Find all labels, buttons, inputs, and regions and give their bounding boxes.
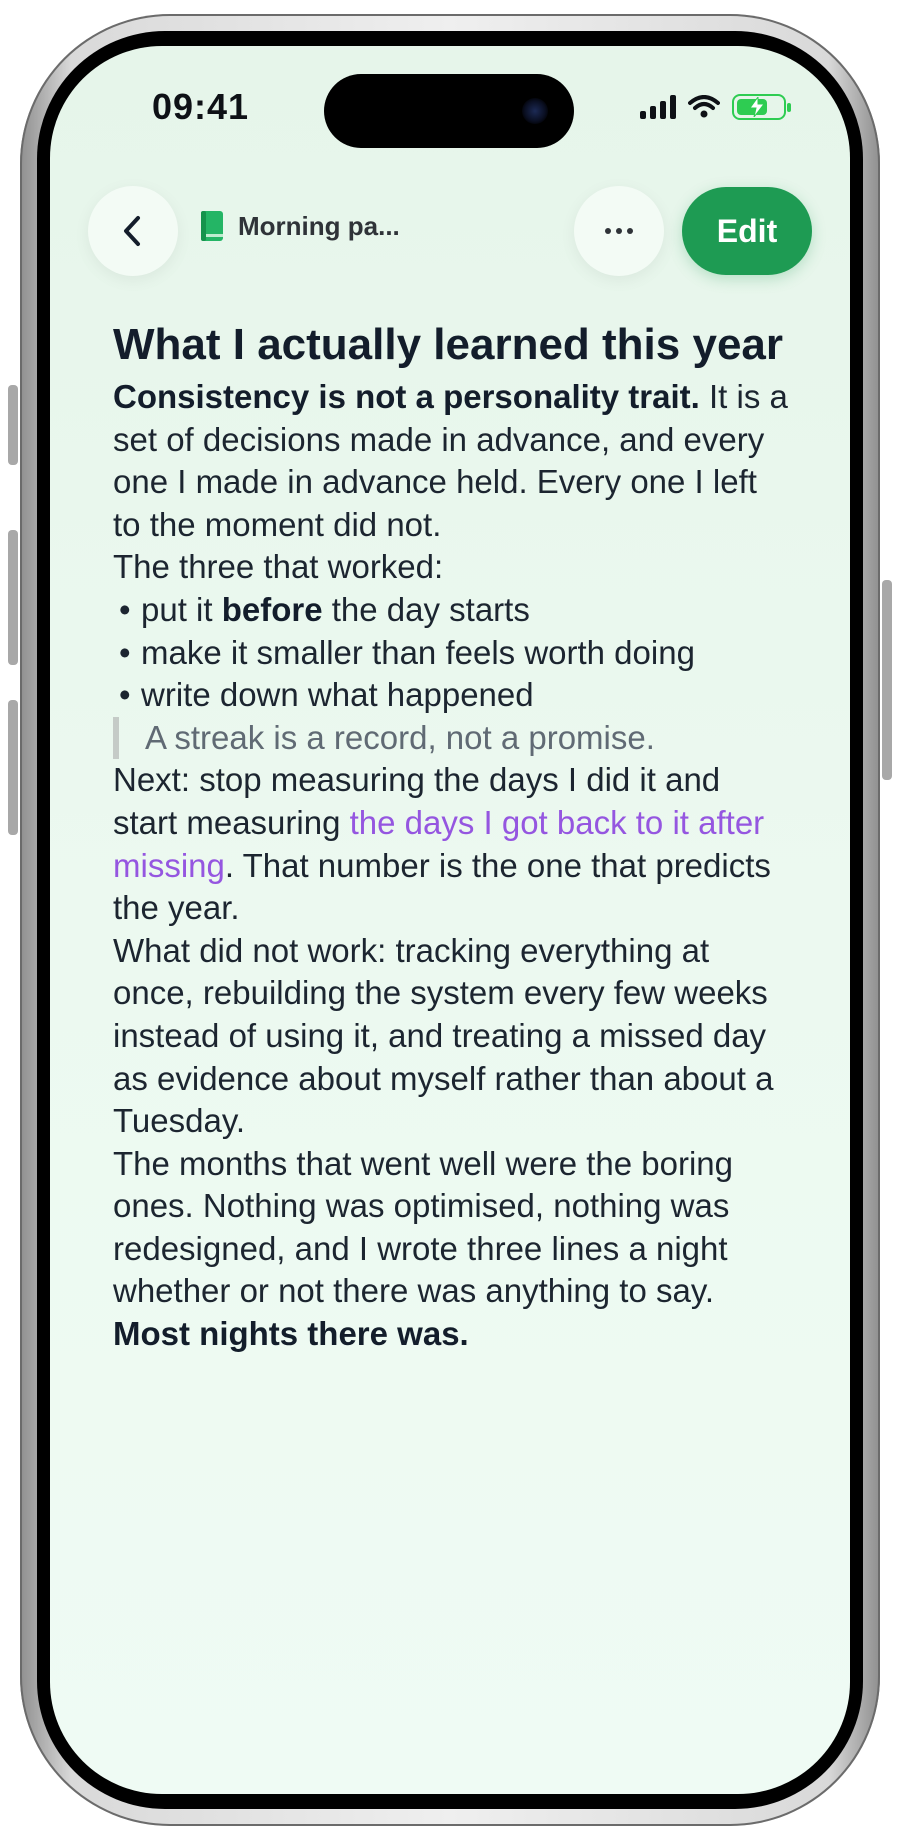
notebook-icon xyxy=(200,210,224,242)
breadcrumb-label: Morning pa... xyxy=(238,210,400,241)
text: . That number is the one that predicts the year. xyxy=(113,846,771,927)
bullet-list xyxy=(113,589,793,717)
camera-icon xyxy=(522,98,548,124)
list-item: • make it smaller than feels worth doing xyxy=(113,632,793,675)
text: the day starts xyxy=(322,590,530,628)
screen xyxy=(50,46,850,1794)
volume-down-button xyxy=(8,700,18,835)
battery-icon xyxy=(732,94,786,120)
breadcrumb[interactable] xyxy=(200,210,400,242)
paragraph xyxy=(113,1143,793,1356)
bold-text: before xyxy=(221,590,323,628)
bold-text: Most nights there was. xyxy=(113,1315,469,1353)
volume-up-button xyxy=(8,530,18,665)
ellipsis-icon xyxy=(605,228,611,234)
paragraph xyxy=(113,759,793,929)
text: The months that went well were the boring ones. Nothing was optimised, nothing was redesigned, and I wrote three lines a night whether or not there was anything to say. xyxy=(113,1144,733,1310)
paragraph: The three that worked: xyxy=(113,548,444,586)
document-content xyxy=(113,318,793,1356)
cellular-signal-icon xyxy=(640,95,676,119)
chevron-left-icon xyxy=(118,214,148,248)
edit-button[interactable]: Edit xyxy=(682,187,812,275)
blockquote: A streak is a record, not a promise. xyxy=(113,717,793,760)
text: Next: stop measuring the days I did it and start measuring xyxy=(113,761,721,841)
document-title: What I actually learned this year xyxy=(113,320,784,369)
dynamic-island xyxy=(324,74,574,148)
back-button[interactable] xyxy=(88,186,178,276)
wifi-icon xyxy=(688,95,720,119)
document-body xyxy=(113,376,793,1356)
inline-link[interactable]: the days I got back to it after missing xyxy=(113,803,765,884)
text: It is a set of decisions made in advance, and every one I made in advance held. Every one I left to the moment did not. xyxy=(113,378,788,543)
paragraph: What did not work: tracking everything at once, rebuilding the system every few weeks instead of using it, and treating a missed day as evidence about myself rather than about a Tuesday. xyxy=(113,931,774,1140)
status-icons xyxy=(640,94,786,120)
action-button xyxy=(8,385,18,465)
list-item xyxy=(113,589,793,632)
bold-text: Consistency is not a personality trait. xyxy=(113,378,700,415)
more-options-button[interactable] xyxy=(574,186,664,276)
paragraph xyxy=(113,376,793,546)
list-item: • write down what happened xyxy=(113,674,793,717)
power-button xyxy=(882,580,892,780)
text: put it xyxy=(141,590,222,628)
status-time: 09:41 xyxy=(152,86,250,127)
